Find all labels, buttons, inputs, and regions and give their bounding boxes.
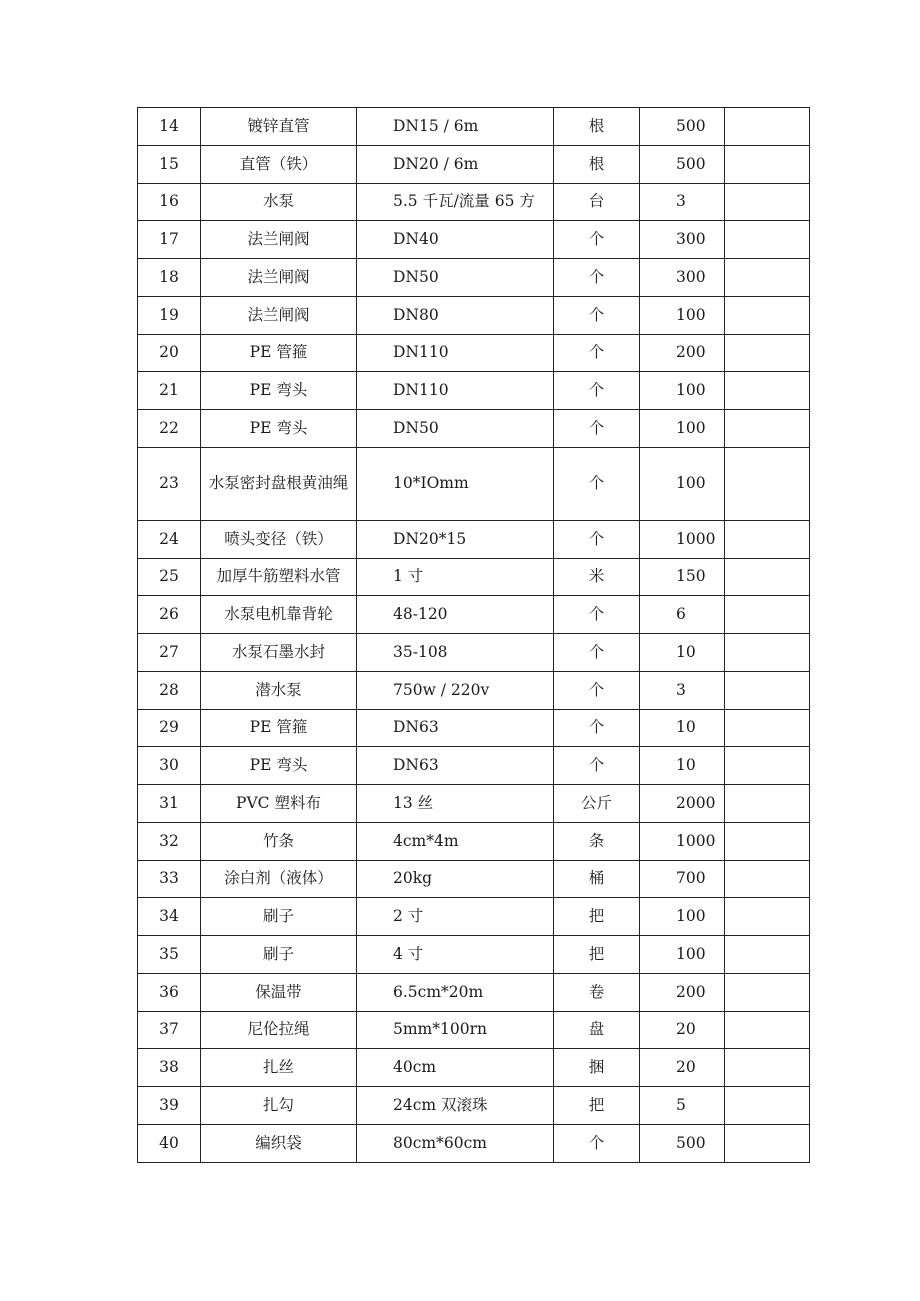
item-number: 25	[138, 558, 201, 596]
item-name: 水泵密封盘根黄油绳	[201, 447, 357, 520]
item-unit: 把	[554, 898, 640, 936]
table-row	[138, 936, 810, 974]
item-quantity: 100	[640, 296, 725, 334]
table-row	[138, 558, 810, 596]
item-number: 16	[138, 183, 201, 221]
item-spec: 1 寸	[357, 558, 554, 596]
item-number: 19	[138, 296, 201, 334]
item-note	[725, 447, 810, 520]
item-name: 法兰闸阀	[201, 221, 357, 259]
item-note	[725, 898, 810, 936]
item-spec: DN50	[357, 259, 554, 297]
item-name: 扎丝	[201, 1049, 357, 1087]
item-unit: 根	[554, 108, 640, 146]
table-row	[138, 634, 810, 672]
table-row	[138, 410, 810, 448]
item-name: 刷子	[201, 898, 357, 936]
item-note	[725, 145, 810, 183]
table-row	[138, 822, 810, 860]
item-unit: 条	[554, 822, 640, 860]
item-quantity: 10	[640, 634, 725, 672]
item-note	[725, 747, 810, 785]
item-name: PVC 塑料布	[201, 785, 357, 823]
table-row	[138, 145, 810, 183]
item-name: 潜水泵	[201, 671, 357, 709]
item-name: 保温带	[201, 973, 357, 1011]
item-name: 竹条	[201, 822, 357, 860]
item-spec: 5.5 千瓦/流量 65 方	[357, 183, 554, 221]
item-note	[725, 822, 810, 860]
item-quantity: 500	[640, 108, 725, 146]
item-unit: 盘	[554, 1011, 640, 1049]
item-name: 水泵电机靠背轮	[201, 596, 357, 634]
item-number: 39	[138, 1087, 201, 1125]
item-unit: 个	[554, 334, 640, 372]
table-row	[138, 183, 810, 221]
item-number: 15	[138, 145, 201, 183]
item-number: 38	[138, 1049, 201, 1087]
item-name: 水泵	[201, 183, 357, 221]
item-spec: DN110	[357, 334, 554, 372]
item-unit: 把	[554, 1087, 640, 1125]
item-unit: 台	[554, 183, 640, 221]
item-quantity: 100	[640, 410, 725, 448]
item-name: PE 弯头	[201, 410, 357, 448]
item-spec: DN20 / 6m	[357, 145, 554, 183]
item-unit: 个	[554, 372, 640, 410]
item-number: 31	[138, 785, 201, 823]
item-number: 14	[138, 108, 201, 146]
item-name: PE 管箍	[201, 334, 357, 372]
item-name: PE 弯头	[201, 372, 357, 410]
item-note	[725, 259, 810, 297]
item-note	[725, 671, 810, 709]
item-spec: 750w / 220v	[357, 671, 554, 709]
table-row	[138, 1124, 810, 1162]
item-number: 21	[138, 372, 201, 410]
item-unit: 卷	[554, 973, 640, 1011]
table-row	[138, 973, 810, 1011]
item-spec: 10*IOmm	[357, 447, 554, 520]
item-number: 20	[138, 334, 201, 372]
table-row	[138, 447, 810, 520]
item-number: 30	[138, 747, 201, 785]
item-quantity: 100	[640, 898, 725, 936]
item-number: 27	[138, 634, 201, 672]
item-quantity: 500	[640, 1124, 725, 1162]
item-name: PE 弯头	[201, 747, 357, 785]
item-note	[725, 1087, 810, 1125]
item-unit: 米	[554, 558, 640, 596]
table-row	[138, 334, 810, 372]
item-quantity: 3	[640, 671, 725, 709]
item-unit: 个	[554, 296, 640, 334]
item-unit: 个	[554, 520, 640, 558]
item-number: 22	[138, 410, 201, 448]
item-number: 23	[138, 447, 201, 520]
item-name: 尼伦拉绳	[201, 1011, 357, 1049]
table-row	[138, 108, 810, 146]
item-spec: 35-108	[357, 634, 554, 672]
item-spec: 13 丝	[357, 785, 554, 823]
table-row	[138, 1087, 810, 1125]
item-note	[725, 221, 810, 259]
item-unit: 个	[554, 634, 640, 672]
item-unit: 个	[554, 259, 640, 297]
item-number: 37	[138, 1011, 201, 1049]
item-spec: 2 寸	[357, 898, 554, 936]
item-quantity: 300	[640, 259, 725, 297]
item-number: 40	[138, 1124, 201, 1162]
item-quantity: 1000	[640, 822, 725, 860]
item-spec: DN15 / 6m	[357, 108, 554, 146]
item-unit: 桶	[554, 860, 640, 898]
item-quantity: 500	[640, 145, 725, 183]
item-note	[725, 1049, 810, 1087]
item-unit: 个	[554, 671, 640, 709]
table-row	[138, 860, 810, 898]
table-row	[138, 520, 810, 558]
item-number: 32	[138, 822, 201, 860]
item-quantity: 200	[640, 973, 725, 1011]
item-quantity: 100	[640, 372, 725, 410]
item-note	[725, 860, 810, 898]
item-quantity: 1000	[640, 520, 725, 558]
item-note	[725, 1124, 810, 1162]
item-spec: DN20*15	[357, 520, 554, 558]
item-quantity: 300	[640, 221, 725, 259]
item-spec: 5mm*100rn	[357, 1011, 554, 1049]
item-note	[725, 785, 810, 823]
item-note	[725, 372, 810, 410]
item-quantity: 10	[640, 747, 725, 785]
item-quantity: 100	[640, 447, 725, 520]
item-name: PE 管箍	[201, 709, 357, 747]
item-unit: 个	[554, 447, 640, 520]
item-quantity: 20	[640, 1049, 725, 1087]
item-unit: 个	[554, 410, 640, 448]
item-spec: 4cm*4m	[357, 822, 554, 860]
item-unit: 个	[554, 221, 640, 259]
item-number: 17	[138, 221, 201, 259]
table-row	[138, 1011, 810, 1049]
table-row	[138, 747, 810, 785]
table-row	[138, 1049, 810, 1087]
item-name: 法兰闸阀	[201, 259, 357, 297]
item-note	[725, 596, 810, 634]
item-number: 29	[138, 709, 201, 747]
item-note	[725, 520, 810, 558]
item-quantity: 10	[640, 709, 725, 747]
item-unit: 个	[554, 1124, 640, 1162]
item-name: 镀锌直管	[201, 108, 357, 146]
item-note	[725, 936, 810, 974]
table-row	[138, 671, 810, 709]
item-quantity: 150	[640, 558, 725, 596]
item-name: 加厚牛筋塑料水管	[201, 558, 357, 596]
item-name: 法兰闸阀	[201, 296, 357, 334]
item-name: 直管（铁）	[201, 145, 357, 183]
item-note	[725, 410, 810, 448]
item-number: 35	[138, 936, 201, 974]
item-quantity: 700	[640, 860, 725, 898]
item-note	[725, 558, 810, 596]
item-spec: 6.5cm*20m	[357, 973, 554, 1011]
item-unit: 捆	[554, 1049, 640, 1087]
item-quantity: 6	[640, 596, 725, 634]
item-unit: 把	[554, 936, 640, 974]
item-unit: 个	[554, 596, 640, 634]
item-spec: DN63	[357, 709, 554, 747]
item-spec: 24cm 双滚珠	[357, 1087, 554, 1125]
item-note	[725, 634, 810, 672]
item-number: 36	[138, 973, 201, 1011]
item-spec: 20kg	[357, 860, 554, 898]
item-unit: 个	[554, 747, 640, 785]
item-number: 34	[138, 898, 201, 936]
table-row	[138, 898, 810, 936]
table-row	[138, 296, 810, 334]
table-row	[138, 259, 810, 297]
item-note	[725, 334, 810, 372]
item-spec: DN40	[357, 221, 554, 259]
item-quantity: 2000	[640, 785, 725, 823]
item-spec: DN63	[357, 747, 554, 785]
table-row	[138, 596, 810, 634]
table-row	[138, 372, 810, 410]
item-number: 18	[138, 259, 201, 297]
item-quantity: 3	[640, 183, 725, 221]
item-spec: 4 寸	[357, 936, 554, 974]
item-unit: 根	[554, 145, 640, 183]
item-name: 编织袋	[201, 1124, 357, 1162]
item-name: 喷头变径（铁）	[201, 520, 357, 558]
table-row	[138, 221, 810, 259]
item-note	[725, 108, 810, 146]
item-spec: 40cm	[357, 1049, 554, 1087]
item-spec: 80cm*60cm	[357, 1124, 554, 1162]
table-row	[138, 709, 810, 747]
item-name: 刷子	[201, 936, 357, 974]
item-number: 26	[138, 596, 201, 634]
item-note	[725, 709, 810, 747]
item-number: 28	[138, 671, 201, 709]
item-name: 水泵石墨水封	[201, 634, 357, 672]
item-spec: DN50	[357, 410, 554, 448]
item-unit: 公斤	[554, 785, 640, 823]
table-row	[138, 785, 810, 823]
item-note	[725, 973, 810, 1011]
item-name: 涂白剂（液体）	[201, 860, 357, 898]
item-quantity: 200	[640, 334, 725, 372]
item-number: 33	[138, 860, 201, 898]
item-quantity: 20	[640, 1011, 725, 1049]
item-spec: 48-120	[357, 596, 554, 634]
item-quantity: 5	[640, 1087, 725, 1125]
item-name: 扎勾	[201, 1087, 357, 1125]
item-number: 24	[138, 520, 201, 558]
materials-table-body	[138, 108, 810, 1163]
item-note	[725, 296, 810, 334]
item-quantity: 100	[640, 936, 725, 974]
item-note	[725, 183, 810, 221]
item-spec: DN110	[357, 372, 554, 410]
item-spec: DN80	[357, 296, 554, 334]
item-unit: 个	[554, 709, 640, 747]
item-note	[725, 1011, 810, 1049]
materials-table	[137, 107, 810, 1163]
